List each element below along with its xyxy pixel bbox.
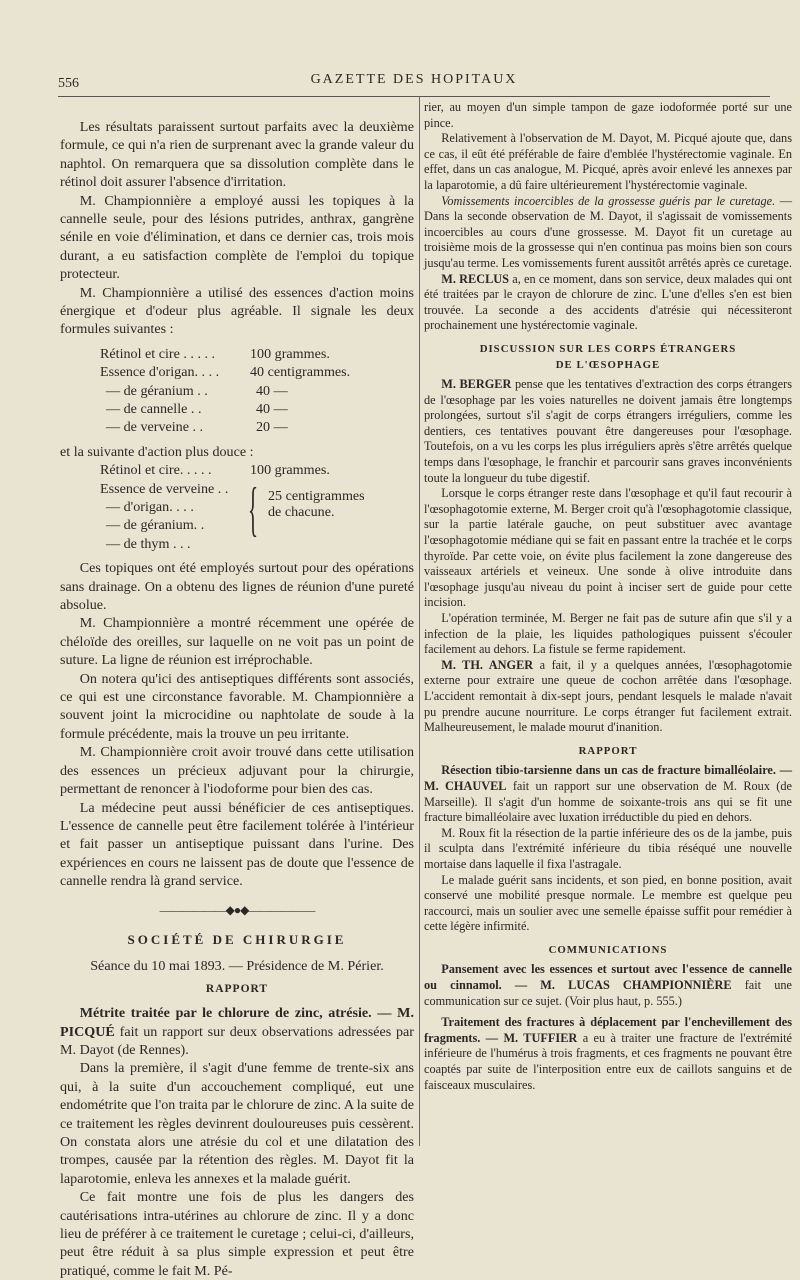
paragraph: et la suivante d'action plus douce : [60, 443, 254, 460]
paragraph: M. BERGER pense que les tentatives d'extraction des corps étrangers de l'œsophage par les voies naturelles ne doivent jamais être longtemps prolongées, surtout s'il s'agit de corps étrangers irréguliers, comme les dentiers, ces tentatives pouvant être dangereuses pour l'œsophage. Toutefois, on a vu les corps les plus irréguliers après s'être arrêtés quelque temps dans l'œsophage, le franchir et parcourir sans graves inconvénients toute la longueur du tube digestif. [424, 377, 792, 485]
ornament-divider: ——————◆●◆—————— [159, 902, 315, 917]
paragraph: M. Championnière a montré récemment une opérée de chéloïde des oreilles, sur laquelle on ne voit pas un point de suture. La ligne de réunion est irréprochable. [60, 615, 414, 669]
formula-row: Essence de verveine . . [100, 480, 229, 497]
paragraph: rier, au moyen d'un simple tampon de gaze iodoformée porté sur une pince. [424, 100, 792, 130]
journal-title: GAZETTE DES HOPITAUX [310, 72, 518, 87]
column-divider [419, 96, 420, 1146]
paragraph: La médecine peut aussi bénéficier de ces antiseptiques. L'essence de cannelle peut être facilement tolérée à l'intérieur et fait passer un antiseptique puissant dans l'urine. Des expériences en cours ne laissent pas de doute que l'essence de cannelle rendra là grand service. [60, 799, 414, 890]
formula-row: Rétinol et cire . . . . . 100 grammes. [100, 345, 330, 362]
article-lead: Vomissements incoercibles de la grossesse guéris par le curetage. — Dans la seconde observation de M. Dayot, il s'agissait de vomissements incoercibles au cours d'une grossesse. M. Dayot fit un curetage au troisième mois de la grossesse qui n'en continua pas moins bien son cours jusqu'au terme. Les vomissements furent aussitôt arrêtés après ce curetage. [424, 193, 792, 270]
page-header [58, 70, 770, 97]
paragraph: Relativement à l'observation de M. Dayot, M. Picqué ajoute que, dans ce cas, il eût été préférable de faire d'emblée l'hystérectomie vaginale. En effet, dans un cas analogue, M. Picqué, après avoir enlevé les annexes par la laparotomie, a dû faire ultérieurement l'hystérectomie vaginale. [424, 131, 792, 192]
paragraph: M. TH. ANGER a fait, il y a quelques années, l'œsophagotomie externe pour extraire une queue de cochon arrêtée dans l'œsophage. L'accident remontait à dix-sept jours, pendant lesquels le malade n'avait pu prendre aucune nourriture. Le corps étranger fut facilement extrait. Malheureusement, le malade mourut d'inanition. [424, 657, 792, 735]
brace-icon: { [248, 476, 259, 543]
formula-row: Rétinol et cire. . . . . 100 grammes. [100, 462, 330, 479]
page-number: 556 [58, 76, 79, 91]
formula-row: — d'origan. . . . [106, 499, 194, 516]
formula-row: Essence d'origan. . . . 40 centigrammes. [100, 364, 351, 381]
paragraph: M. Roux fit la résection de la partie inférieure des os de la jambe, puis il sculpta dans l'extrémité inférieure du tibia réséqué une nouvelle mortaise dans laquelle il fixa l'astragale. [424, 825, 792, 871]
session-line: Séance du 10 mai 1893. — Présidence de M. Périer. [90, 958, 384, 975]
formula-one [100, 345, 414, 437]
section-heading: DISCUSSION SUR LES CORPS ÉTRANGERS [479, 342, 737, 355]
paragraph: M. Championnière croit avoir trouvé dans cette utilisation des essences un précieux adjuvant pour la chirurgie, permettant de renoncer à l'iodoforme pour bien des cas. [60, 744, 414, 798]
article-lead: Résection tibio-tarsienne dans un cas de fracture bimalléolaire. — M. CHAUVEL fait un rapport sur une observation de M. Roux (de Marseille). Il s'agit d'un homme de soixante-trois ans qui se fit une fracture bimalléolaire avec luxation irréductible du pied en dehors. [424, 763, 792, 825]
paragraph: Ces topiques ont été employés surtout pour des opérations sans drainage. On a obtenu des lignes de réunion d'une pureté absolue. [60, 560, 414, 614]
paragraph: M. Championnière a employé aussi les topiques à la cannelle seule, pour des lésions putrides, anthrax, gangrène sénile en voie d'élimination, et dans ce dernier cas, trois mois durant, a eu satisfaction complète de l'emploi du topique protecteur. [60, 192, 414, 283]
subsection-heading: RAPPORT [578, 744, 638, 757]
right-column [424, 100, 792, 1093]
section-heading: COMMUNICATIONS [548, 943, 668, 956]
brace-label: 25 centigrammes de chacune. [268, 488, 365, 521]
paragraph: Ce fait montre une fois de plus les dangers des cautérisations intra-utérines au chlorure de zinc. Il y a donc lieu de préférer à ce traitement le curetage ; celui-ci, d'ailleurs, peut être réduit à sa plus simple expression et peut être pratiqué, comme le fait M. Pé- [60, 1189, 414, 1279]
paragraph: Les résultats paraissent surtout parfaits avec la deuxième formule, ce qui n'a rien de surprenant avec la grande valeur du naphtol. On remarquera que sa dissolution complète dans le rétinol doit assurer l'absence d'irritation. [60, 119, 414, 191]
left-column [60, 118, 414, 1280]
paragraph: L'opération terminée, M. Berger ne fait pas de suture afin que s'il y a infection de la plaie, les liquides pathologiques puissent s'écouler facilement au dehors. La fistule se ferme rapidement. [424, 611, 792, 657]
formula-two [100, 461, 414, 555]
formula-row: — de cannelle . . 40 — [106, 401, 288, 418]
section-heading: SOCIÉTÉ DE CHIRURGIE [127, 931, 347, 947]
formula-row: — de géranium . . 40 — [106, 382, 288, 399]
paragraph: Le malade guérit sans incidents, et son pied, en bonne position, avait conservé une mobilité presque normale. Le membre est quelque peu raccourci, mais un soulier avec une semelle épaisse suffit pour remédier à cette légère infirmité. [424, 872, 792, 934]
section-heading: DE L'ŒSOPHAGE [555, 358, 661, 371]
article-lead: Traitement des fractures à déplacement par l'enchevillement des fragments. — M. TUFFIER a eu à traiter une fracture de l'extrémité inférieure de l'humérus à trois fragments, et ces fragments ne pouvant être coaptés par suite de l'interposition entre eux de caillots sanguins et de faisceaux musculaires. [424, 1015, 793, 1092]
subsection-heading: RAPPORT [205, 982, 269, 995]
paragraph: M. Championnière a utilisé des essences d'action moins énergique et d'odeur plus agréable. Il signale les deux formules suivantes : [60, 284, 414, 338]
article-lead: Métrite traitée par le chlorure de zinc, atrésie. — M. PICQUÉ fait un rapport sur deux observations adressées par M. Dayot (de Rennes). [60, 1005, 415, 1058]
formula-row: — de thym . . . [106, 535, 191, 552]
paragraph: Dans la première, il s'agit d'une femme de trente-six ans qui, à la suite d'un accouchement compliqué, eut une endométrite que l'on traita par le chlorure de zinc. A la suite de ce traitement les règles devinrent douloureuses puis cessèrent. On constata alors une atrésie du col et une dilatation des trompes, causée par la rétention des règles. M. Dayot fit la laparotomie, enleva les annexes et la malade guérit. [60, 1060, 414, 1187]
formula-row: — de géranium. . [106, 517, 205, 534]
paragraph: M. RECLUS a, en ce moment, dans son service, deux malades qui ont été traitées par le crayon de chlorure de zinc. L'une d'elles s'en est bien trouvée. La seconde a des accidents d'atrésie qui nécessiteront prochainement une hystérectomie vaginale. [424, 271, 793, 333]
article-lead: Pansement avec les essences et surtout avec l'essence de cannelle ou cinnamol. — M. LUCAS CHAMPIONNIÈRE fait une communication sur ce sujet. (Voir plus haut, p. 555.) [424, 962, 792, 1008]
paragraph: Lorsque le corps étranger reste dans l'œsophage et qu'il faut recourir à l'œsophagotomie externe, M. Berger croit qu'à l'œsophagotomie classique, sur la partie latérale gauche, on peut substituer avec avantage l'œsophagotomie médiane qui se fait en passant entre la trachée et le corps thyroïde. Par cette voie, on évite plus facilement la zone dangereuse des vaisseaux artériels et veineux. Une sonde à olive introduite dans l'œsophage jusqu'au niveau du point à inciser sert de guide pour cette incision. [424, 486, 792, 610]
paragraph: On notera qu'ici des antiseptiques différents sont associés, ce qui est une circonstance favorable. M. Championnière a souvent joint la microcidine ou naphtolate de soude à la formule précédente, mais la trouve un peu irritante. [60, 670, 414, 742]
formula-row: — de verveine . . 20 — [106, 419, 288, 436]
